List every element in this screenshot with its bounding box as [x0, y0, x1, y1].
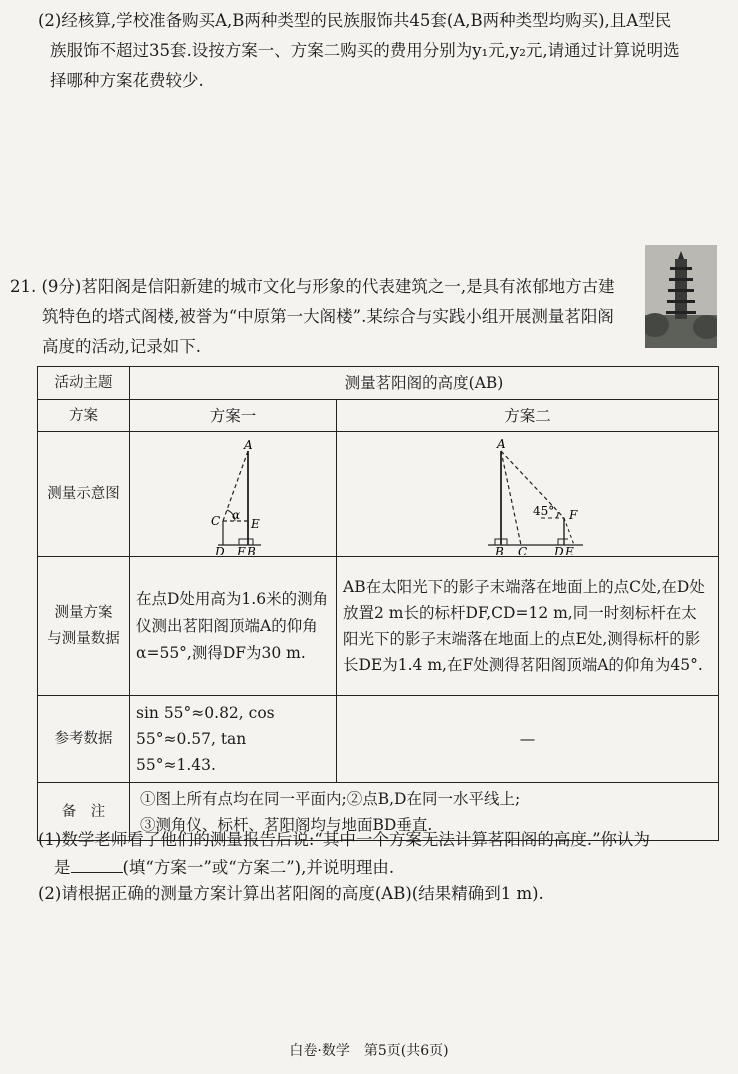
d2-label-E: E	[565, 545, 574, 555]
answer-blank[interactable]	[71, 856, 123, 873]
d1-label-alpha: α	[232, 508, 241, 522]
q21-line-3: 高度的活动,记录如下.	[42, 337, 201, 356]
theme-value: 测量茗阳阁的高度(AB)	[130, 367, 719, 400]
note-line-1: ①图上所有点均在同一平面内;②点B,D在同一水平线上;	[140, 789, 521, 808]
question-21	[10, 272, 630, 362]
reference-2: —	[337, 696, 719, 783]
diagram-1-cell	[130, 432, 337, 557]
d1-label-E: E	[251, 517, 260, 531]
d2-label-D: D	[554, 545, 564, 555]
d2-label-45: 45°	[533, 504, 555, 518]
sub-question-1-prefix: 是	[54, 858, 71, 877]
sub-question-2: (2)请根据正确的测量方案计算出茗阳阁的高度(AB)(结果精确到1 m).	[38, 884, 544, 903]
method-label-2: 与测量数据	[47, 631, 120, 647]
plan-2-header: 方案二	[337, 400, 719, 432]
q21-line-1: 21. (9分)茗阳阁是信阳新建的城市文化与形象的代表建筑之一,是具有浓郁地方古建	[10, 277, 615, 296]
method-label	[38, 557, 130, 696]
diagram-2-cell	[337, 432, 719, 557]
note-line-2: ③测角仪、标杆、茗阳阁均与地面BD垂直.	[140, 815, 433, 834]
row-plan	[38, 400, 719, 432]
pagoda-photo	[645, 245, 717, 348]
sub-question-1-line-2	[54, 854, 394, 882]
method-label-1: 测量方案	[54, 605, 113, 621]
page-footer: 白卷·数学 第5页(共6页)	[289, 1043, 449, 1059]
d2-label-A: A	[497, 437, 506, 451]
q20-line-3: 择哪种方案花费较少.	[50, 71, 204, 90]
sub-question-1-suffix: (填“方案一”或“方案二”),并说明理由.	[122, 858, 395, 877]
diagram-2	[338, 433, 718, 555]
activity-table	[37, 366, 719, 841]
theme-label: 活动主题	[38, 367, 130, 400]
method-1: 在点D处用高为1.6米的测角仪测出茗阳阁顶端A的仰角α=55°,测得DF为30 m.	[130, 557, 337, 696]
question-20-part-2	[38, 6, 728, 96]
q20-line-1: (2)经核算,学校准备购买A,B两种类型的民族服饰共45套(A,B两种类型均购买),且A型民	[38, 11, 672, 30]
sub-question-1-line-1: (1)数学老师看了他们的测量报告后说:“其中一个方案无法计算茗阳阁的高度.”你认为	[38, 830, 651, 849]
d2-label-F: F	[569, 508, 578, 522]
q20-line-2: 族服饰不超过35套.设按方案一、方案二购买的费用分别为y₁元,y₂元,请通过计算说明选	[50, 41, 680, 60]
row-diagram	[38, 432, 719, 557]
note-label: 备 注	[38, 783, 130, 841]
row-theme	[38, 367, 719, 400]
method-2: AB在太阳光下的影子末端落在地面上的点C处,在D处放置2 m长的标杆DF,CD=12 m,同一时刻标杆在太阳光下的影子末端落在地面上的点E处,测得标杆的影长DE为1.4 m,在F处测得茗阳阁顶端A的仰角为45°.	[337, 557, 719, 696]
d1-label-D: D	[215, 545, 225, 555]
d1-label-A: A	[244, 438, 253, 452]
diagram-1	[131, 433, 336, 555]
plan-1-header: 方案一	[130, 400, 337, 432]
q21-line-2: 筑特色的塔式阁楼,被誉为“中原第一大阁楼”.某综合与实践小组开展测量茗阳阁	[42, 307, 614, 326]
reference-1: sin 55°≈0.82, cos 55°≈0.57, tan 55°≈1.43.	[130, 696, 337, 783]
reference-label: 参考数据	[38, 696, 130, 783]
diagram-label: 测量示意图	[38, 432, 130, 557]
d2-label-C: C	[518, 545, 528, 555]
d1-label-F: F	[237, 545, 246, 555]
d1-label-B: B	[247, 545, 256, 555]
plan-label: 方案	[38, 400, 130, 432]
row-method	[38, 557, 719, 696]
row-reference	[38, 696, 719, 783]
d2-label-B: B	[495, 545, 504, 555]
d1-label-C: C	[211, 514, 221, 528]
